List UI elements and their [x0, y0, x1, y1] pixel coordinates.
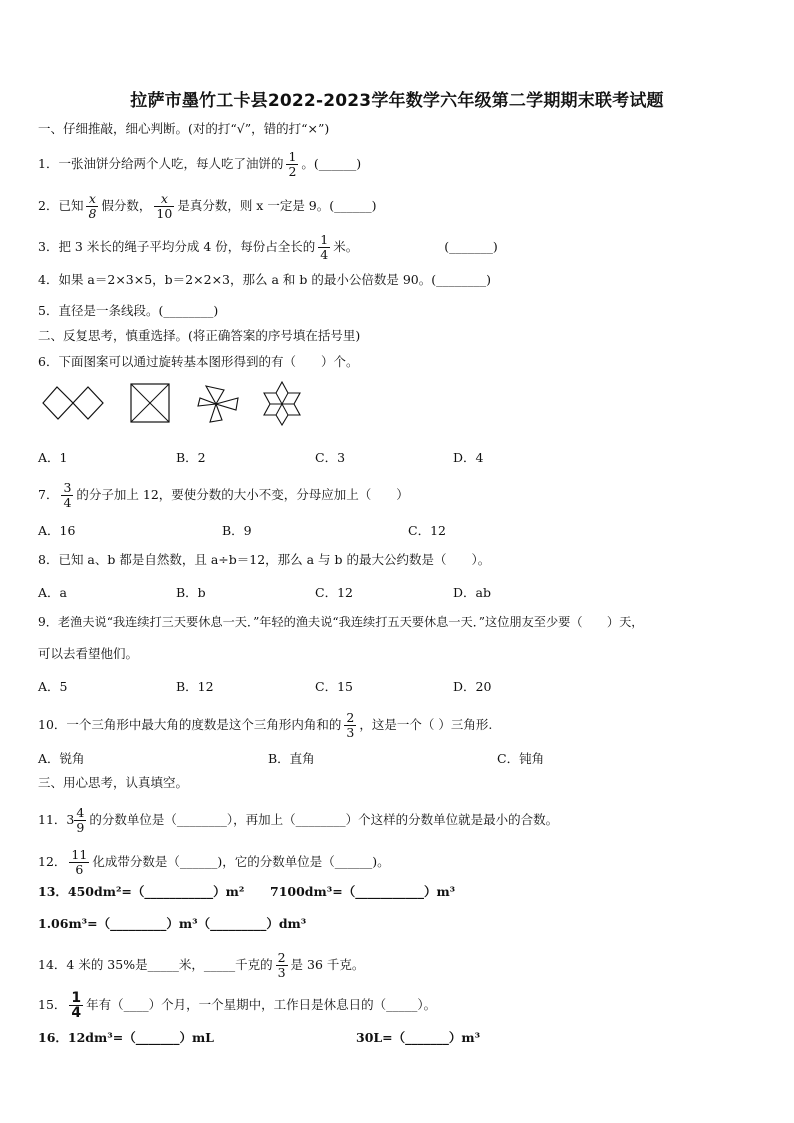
question-1: 1．一张油饼分给两个人吃，每人吃了油饼的 $\frac{1}{2}$ 。(______)	[38, 149, 362, 179]
question-13-part-1: 13．450dm²=（___________）m²	[38, 884, 245, 899]
fraction: $\frac{x}{10}$	[156, 191, 173, 221]
question-3: 3．把 3 米长的绳子平均分成 4 份，每份占全长的 $\frac{1}{4}$ 米。 (_______)	[38, 232, 498, 262]
fraction: $\frac{1}{4}$	[320, 232, 329, 262]
question-9-line-2: 可以去看望他们。	[38, 646, 139, 661]
section-1-heading: 一、仔细推敲，细心判断。(对的打“√”，错的打“×”)	[38, 121, 330, 136]
q9-option-a: A．5	[38, 679, 68, 694]
question-5: 5．直径是一条线段。(________)	[38, 303, 219, 318]
question-15: 15． $\frac{1}{4}$ 年有（____）个月，一个星期中，工作日是休息日的（_____）。	[38, 990, 437, 1021]
question-16-part-1: 16．12dm³=（_______）mL	[38, 1030, 214, 1045]
question-6: 6．下面图案可以通过旋转基本图形得到的有（ ）个。	[38, 354, 359, 369]
q10-option-c: C．钝角	[497, 751, 545, 766]
question-16-part-2: 30L=（_______）m³	[356, 1030, 481, 1045]
question-7: 7． $\frac{3}{4}$ 的分子加上 12，要使分数的大小不变，分母应加上（ ）	[38, 480, 409, 510]
q8-option-d: D．ab	[453, 585, 491, 600]
section-2-heading: 二、反复思考，慎重选择。(将正确答案的序号填在括号里)	[38, 328, 361, 343]
q8-option-b: B．b	[176, 585, 206, 600]
q8-option-c: C．12	[315, 585, 353, 600]
section-3-heading: 三、用心思考，认真填空。	[38, 775, 189, 790]
question-2: 2．已知 $\frac{x}{8}$ 假分数， $\frac{x}{10}$ 是真分数，则 x 一定是 9。(______)	[38, 191, 377, 221]
q6-option-c: C．3	[315, 450, 346, 465]
fraction: $\frac{3}{4}$	[63, 480, 72, 510]
q9-option-d: D．20	[453, 679, 492, 694]
q7-option-b: B．9	[222, 523, 252, 538]
figure-pinwheel	[194, 380, 244, 426]
q7-option-a: A．16	[38, 523, 76, 538]
q9-option-c: C．15	[315, 679, 353, 694]
question-10: 10．一个三角形中最大角的度数是这个三角形内角和的 $\frac{2}{3}$ ，这是一个（ ）三角形.	[38, 710, 493, 740]
q10-option-a: A．锐角	[38, 751, 85, 766]
page-title: 拉萨市墨竹工卡县2022-2023学年数学六年级第二学期期末联考试题	[130, 91, 664, 111]
q7-option-c: C．12	[408, 523, 446, 538]
fraction: $\frac{x}{8}$	[88, 191, 97, 221]
fraction: $\frac{2}{3}$	[277, 950, 286, 980]
question-8: 8．已知 a、b 都是自然数，且 a÷b＝12，那么 a 与 b 的最大公约数是（ ）。	[38, 552, 491, 567]
fraction: $\frac{11}{6}$	[71, 847, 88, 877]
q6-option-b: B．2	[176, 450, 206, 465]
figure-folded-squares	[40, 380, 106, 426]
question-4: 4．如果 a＝2×3×5，b＝2×2×3，那么 a 和 b 的最小公倍数是 90。(________)	[38, 272, 491, 287]
question-14: 14．4 米的 35%是_____米，_____千克的 $\frac{2}{3}$ 是 36 千克。	[38, 950, 365, 980]
q6-option-a: A．1	[38, 450, 68, 465]
fraction: $\frac{2}{3}$	[346, 710, 355, 740]
question-13-part-2: 7100dm³=（___________）m³	[270, 884, 456, 899]
figure-square-with-diagonals	[128, 380, 172, 426]
fraction: $\frac{4}{9}$	[76, 805, 85, 835]
question-9-line-1: 9．老渔夫说“我连续打三天要休息一天．”年轻的渔夫说“我连续打五天要休息一天．”这位朋友至少要（ ）天，	[38, 615, 644, 629]
question-11: 11．3 $\frac{4}{9}$ 的分数单位是（________），再加上（________）个这样的分数单位就是最小的合数。	[38, 805, 559, 835]
fraction: $\frac{1}{2}$	[288, 149, 297, 179]
q10-option-b: B．直角	[268, 751, 315, 766]
q9-option-b: B．12	[176, 679, 214, 694]
figure-hexagram-star	[258, 380, 306, 426]
fraction: $\frac{1}{4}$	[71, 990, 82, 1021]
question-12: 12． $\frac{11}{6}$ 化成带分数是（______)，它的分数单位是（______)。	[38, 847, 390, 877]
question-13-part-3: 1.06m³=（_________）m³（_________）dm³	[38, 916, 307, 931]
q6-option-d: D．4	[453, 450, 484, 465]
q8-option-a: A．a	[38, 585, 67, 600]
